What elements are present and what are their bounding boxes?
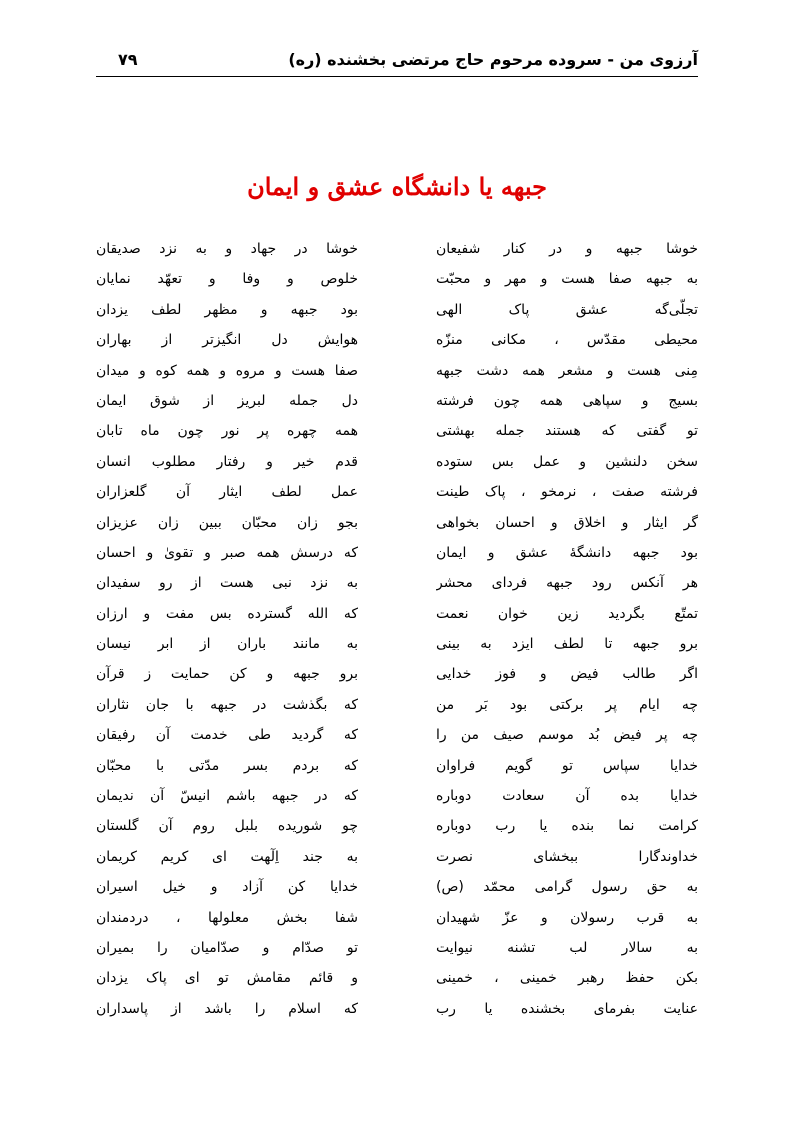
second-hemistich: دل جمله لبریز از شوق ایمان	[96, 392, 358, 409]
first-hemistich: تو گفتی که هستند جمله بهشتی	[436, 423, 698, 440]
first-hemistich: خدایا سپاس تو گویم فراوان	[436, 757, 698, 774]
second-hemistich: خدایا کن آزاد و خیل اسیران	[96, 879, 358, 896]
second-hemistich: بجو زان محبّان ببین زان عزیزان	[96, 514, 358, 531]
first-hemistich: بکن حفظ رهبر خمینی ، خمینی	[436, 970, 698, 987]
first-hemistich: به قرب رسولان و عزّ شهیدان	[436, 909, 698, 926]
second-hemistich: که اسلام را باشد از پاسداران	[96, 1000, 358, 1017]
second-hemistich: همه چهره پر نور چون ماه تابان	[96, 423, 358, 440]
header-divider	[96, 76, 698, 77]
second-hemistich: صفا هست و مروه و همه کوه و میدان	[96, 362, 358, 379]
second-hemistich: بود جبهه و مظهر لطف یزدان	[96, 301, 358, 318]
first-hemistich: خوشا جبهه و در کنار شفیعان	[436, 241, 698, 257]
second-hemistich: هوایش دل انگیزتر از بهاران	[96, 332, 358, 349]
first-hemistich: به حق رسول گرامی محمّد (ص)	[436, 879, 698, 896]
second-hemistich: و قائم مقامش تو ای پاک یزدان	[96, 970, 358, 987]
second-hemistich: چو شوریده بلبل روم آن گلستان	[96, 818, 358, 835]
first-hemistich: به جبهه صفا هست و مهر و محبّت	[436, 271, 698, 288]
second-hemistich: برو جبهه و کن حمایت ز قرآن	[96, 666, 358, 683]
second-hemistich: خلوص و وفا و تعهّد نمایان	[96, 271, 358, 288]
first-hemistich: برو جبهه تا لطف ایزد به بینی	[436, 636, 698, 653]
first-hemistich: بسیج و سپاهی همه چون فرشته	[436, 392, 698, 409]
first-hemistich: گر ایثار و اخلاق و احسان بخواهی	[436, 514, 698, 531]
second-hemistich-column	[96, 234, 358, 1024]
second-hemistich: به جند اِلٓهت ای کریم کریمان	[96, 848, 358, 865]
poem-title: جبهه یا دانشگاه عشق و ایمان	[247, 172, 547, 201]
first-hemistich: مِنی هست و مشعر همه دشت جبهه	[436, 362, 698, 379]
first-hemistich: بود جبهه دانشگهٔ عشق و ایمان	[436, 544, 698, 561]
second-hemistich: عمل لطف ایثار آن گلعزاران	[96, 484, 358, 501]
second-hemistich: که درسش همه صبر و تقویٰ و احسان	[96, 544, 358, 561]
first-hemistich: خداوندگارا ببخشای نصرت	[436, 848, 698, 865]
second-hemistich: تو صدّام و صدّامیان را بمیران	[96, 939, 358, 956]
second-hemistich: قدم خیر و رفتار مطلوب انسان	[96, 453, 358, 470]
first-hemistich: هر آنکس رود جبهه فردای محشر	[436, 575, 698, 592]
second-hemistich: به مانند باران از ابر نیسان	[96, 636, 358, 653]
first-hemistich: کرامت نما بنده یا رب دوباره	[436, 818, 698, 835]
first-hemistich: محیطی مقدّس ، مکانی منزّه	[436, 332, 698, 349]
first-hemistich: چه ایام پر برکتی بود بَر من	[436, 696, 698, 713]
first-hemistich: تمتّع بگردید زین خوان نعمت	[436, 605, 698, 622]
second-hemistich: که الله گسترده بس مفت و ارزان	[96, 605, 358, 622]
page-header	[96, 46, 698, 74]
second-hemistich: شفا بخش معلولها ، دردمندان	[96, 909, 358, 926]
first-hemistich: فرشته صفت ، نرمخو ، پاک طینت	[436, 484, 698, 501]
page-number: ۷۹	[118, 50, 138, 69]
first-hemistich: چه پر فیض بُد موسم صیف من را	[436, 727, 698, 744]
second-hemistich: که بگذشت در جبهه با جان نثاران	[96, 696, 358, 713]
second-hemistich: که گردید طی خدمت آن رفیقان	[96, 727, 358, 744]
second-hemistich: که در جبهه باشم انیسّ آن ندیمان	[96, 788, 358, 805]
first-hemistich: سخن دلنشین و عمل بس ستوده	[436, 453, 698, 470]
first-hemistich: خدایا بده آن سعادت دوباره	[436, 788, 698, 805]
first-hemistich-column	[436, 234, 698, 1024]
first-hemistich: اگر طالب فیض و فوز خدایی	[436, 666, 698, 683]
second-hemistich: به نزد نبی هست از رو سفیدان	[96, 575, 358, 592]
second-hemistich: خوشا در جهاد و به نزد صدیقان	[96, 241, 358, 257]
second-hemistich: که بردم بسر مدّتی با محبّان	[96, 757, 358, 774]
first-hemistich: عنایت بفرمای بخشنده یا رب	[436, 1000, 698, 1017]
first-hemistich: تجلّی‌گه عشق پاک الهی	[436, 301, 698, 318]
book-title: آرزوی من - سروده مرحوم حاج مرتضی بخشنده (ره)	[288, 50, 698, 69]
first-hemistich: به سالار لب تشنه نیوایت	[436, 939, 698, 956]
